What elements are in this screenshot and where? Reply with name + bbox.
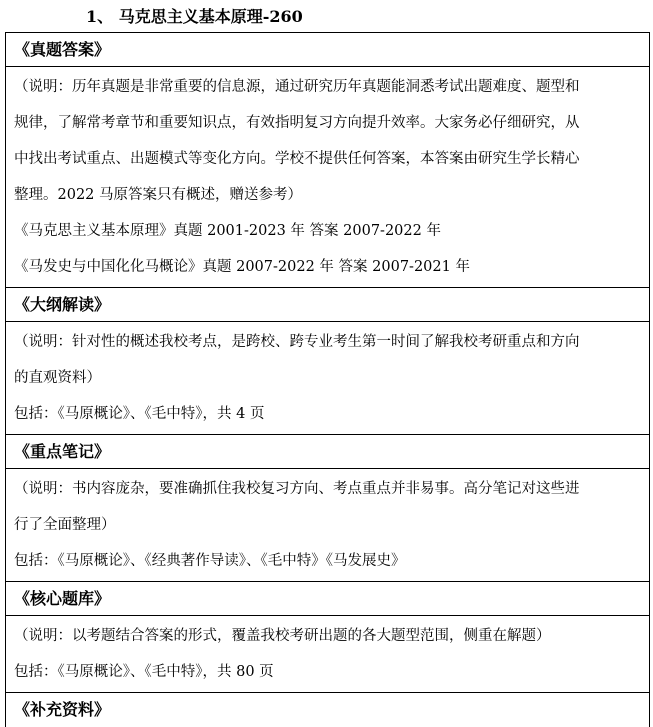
section-body-key-notes xyxy=(5,469,650,582)
document-title: 1、 马克思主义基本原理-260 xyxy=(86,7,303,26)
section-heading-supplementary: 《补充资料》 xyxy=(5,693,650,727)
text-line: 规律，了解常考章节和重要知识点，有效指明复习方向提升效率。大家务必仔细研究，从 xyxy=(14,115,580,131)
section-heading-question-bank: 《核心题库》 xyxy=(5,582,650,616)
text-line: （说明：历年真题是非常重要的信息源，通过研究历年真题能洞悉考试出题难度、题型和 xyxy=(14,79,580,95)
section-heading-syllabus: 《大纲解读》 xyxy=(5,288,650,322)
section-heading-past-exams: 《真题答案》 xyxy=(5,33,650,67)
text-line: （说明：以考题结合答案的形式，覆盖我校考研出题的各大题型范围，侧重在解题） xyxy=(14,628,551,644)
section-heading-key-notes: 《重点笔记》 xyxy=(5,435,650,469)
text-line: 包括：《马原概论》、《经典著作导读》、《毛中特》《马发展史》 xyxy=(14,553,406,569)
text-line: 《马发史与中国化化马概论》真题 2007-2022 年 答案 2007-2021 年 xyxy=(14,259,470,275)
text-line: 的直观资料） xyxy=(14,370,101,386)
section-body-question-bank xyxy=(5,616,650,693)
text-line: 整理。2022 马原答案只有概述，赠送参考） xyxy=(14,187,303,203)
text-line: 包括：《马原概论》、《毛中特》，共 80 页 xyxy=(14,664,274,680)
text-line: 包括：《马原概论》、《毛中特》，共 4 页 xyxy=(14,406,265,422)
text-line: 中找出考试重点、出题模式等变化方向。学校不提供任何答案，本答案由研究生学长精心 xyxy=(14,151,580,167)
section-body-syllabus xyxy=(5,322,650,435)
text-line: 《马克思主义基本原理》真题 2001-2023 年 答案 2007-2022 年 xyxy=(14,223,441,239)
text-line: （说明：针对性的概述我校考点，是跨校、跨专业考生第一时间了解我校考研重点和方向 xyxy=(14,334,580,350)
text-line: 行了全面整理） xyxy=(14,517,116,533)
section-body-past-exams xyxy=(5,67,650,288)
materials-table xyxy=(5,32,650,727)
text-line: （说明：书内容庞杂，要准确抓住我校复习方向、考点重点并非易事。高分笔记对这些进 xyxy=(14,481,580,497)
